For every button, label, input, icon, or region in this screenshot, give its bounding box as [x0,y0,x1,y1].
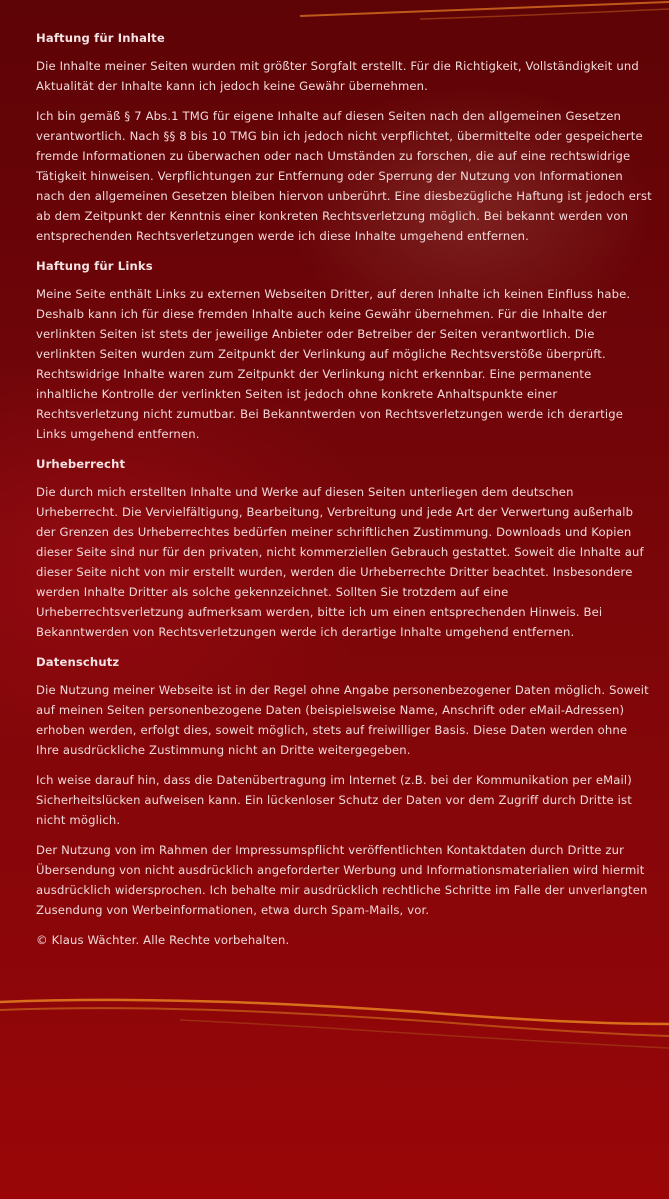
section-urheberrecht [36,454,652,642]
section-heading: Haftung für Inhalte [36,31,165,45]
section-paragraph: Die Nutzung meiner Webseite ist in der Regel ohne Angabe personenbezogener Daten möglich. Soweit auf meinen Seiten personenbezogene Daten (beispielsweise Name, Anschrift oder eMail-Adressen) erhoben werden, erfolgt dies, soweit möglich, stets auf freiwilliger Basis. Diese Daten werden ohne Ihre ausdrückliche Zustimmung nicht an Dritte weitergegeben. [36,683,649,757]
decorative-bottom-swoosh [0,990,669,1060]
section-paragraph: Der Nutzung von im Rahmen der Impressumspflicht veröffentlichten Kontaktdaten durch Dritte zur Übersendung von nicht ausdrücklich angeforderter Werbung und Informationsmaterialien wird hiermit ausdrücklich widersprochen. Ich behalte mir ausdrücklich rechtliche Schritte im Falle der unverlangten Zusendung von Werbeinformationen, etwa durch Spam-Mails, vor. [36,843,648,917]
section-haftung-links [36,256,652,444]
section-heading: Datenschutz [36,655,120,669]
copyright-notice: © Klaus Wächter. Alle Rechte vorbehalten. [36,933,290,947]
section-paragraph: Ich weise darauf hin, dass die Datenübertragung im Internet (z.B. bei der Kommunikation per eMail) Sicherheitslücken aufweisen kann. Ein lückenloser Schutz der Daten vor dem Zugriff durch Dritte ist nicht möglich. [36,773,632,827]
section-heading: Haftung für Links [36,259,153,273]
section-heading: Urheberrecht [36,457,126,471]
legal-notice-content [36,28,652,960]
section-paragraph: Ich bin gemäß § 7 Abs.1 TMG für eigene Inhalte auf diesen Seiten nach den allgemeinen Gesetzen verantwortlich. Nach §§ 8 bis 10 TMG bin ich jedoch nicht verpflichtet, übermittelte oder gespeicherte fremde Informationen zu überwachen oder nach Umständen zu forschen, die auf eine rechtswidrige Tätigkeit hinweisen. Verpflichtungen zur Entfernung oder Sperrung der Nutzung von Informationen nach den allgemeinen Gesetzen bleiben hiervon unberührt. Eine diesbezügliche Haftung ist jedoch erst ab dem Zeitpunkt der Kenntnis einer konkreten Rechtsverletzung möglich. Bei bekannt werden von entsprechenden Rechtsverletzungen werde ich diese Inhalte umgehend entfernen. [36,109,652,243]
section-paragraph: Die Inhalte meiner Seiten wurden mit größter Sorgfalt erstellt. Für die Richtigkeit, Vollständigkeit und Aktualität der Inhalte kann ich jedoch keine Gewähr übernehmen. [36,59,639,93]
section-paragraph: Die durch mich erstellten Inhalte und Werke auf diesen Seiten unterliegen dem deutschen Urheberrecht. Die Vervielfältigung, Bearbeitung, Verbreitung und jede Art der Verwertung außerhalb der Grenzen des Urheberrechtes bedürfen meiner schriftlichen Zustimmung. Downloads und Kopien dieser Seite sind nur für den privaten, nicht kommerziellen Gebrauch gestattet. Soweit die Inhalte auf dieser Seite nicht von mir erstellt wurden, werden die Urheberrechte Dritter beachtet. Insbesondere werden Inhalte Dritter als solche gekennzeichnet. Sollten Sie trotzdem auf eine Urheberrechtsverletzung aufmerksam werden, bitte ich um einen entsprechenden Hinweis. Bei Bekanntwerden von Rechtsverletzungen werde ich derartige Inhalte umgehend entfernen. [36,485,644,639]
section-datenschutz [36,652,652,920]
decorative-top-swoosh [0,0,669,22]
section-paragraph: Meine Seite enthält Links zu externen Webseiten Dritter, auf deren Inhalte ich keinen Einfluss habe. Deshalb kann ich für diese fremden Inhalte auch keine Gewähr übernehmen. Für die Inhalte der verlinkten Seiten ist stets der jeweilige Anbieter oder Betreiber der Seiten verantwortlich. Die verlinkten Seiten wurden zum Zeitpunkt der Verlinkung auf mögliche Rechtsverstöße überprüft. Rechtswidrige Inhalte waren zum Zeitpunkt der Verlinkung nicht erkennbar. Eine permanente inhaltliche Kontrolle der verlinkten Seiten ist jedoch ohne konkrete Anhaltspunkte einer Rechtsverletzung nicht zumutbar. Bei Bekanntwerden von Rechtsverletzungen werde ich derartige Links umgehend entfernen. [36,287,631,441]
section-haftung-inhalte [36,28,652,246]
